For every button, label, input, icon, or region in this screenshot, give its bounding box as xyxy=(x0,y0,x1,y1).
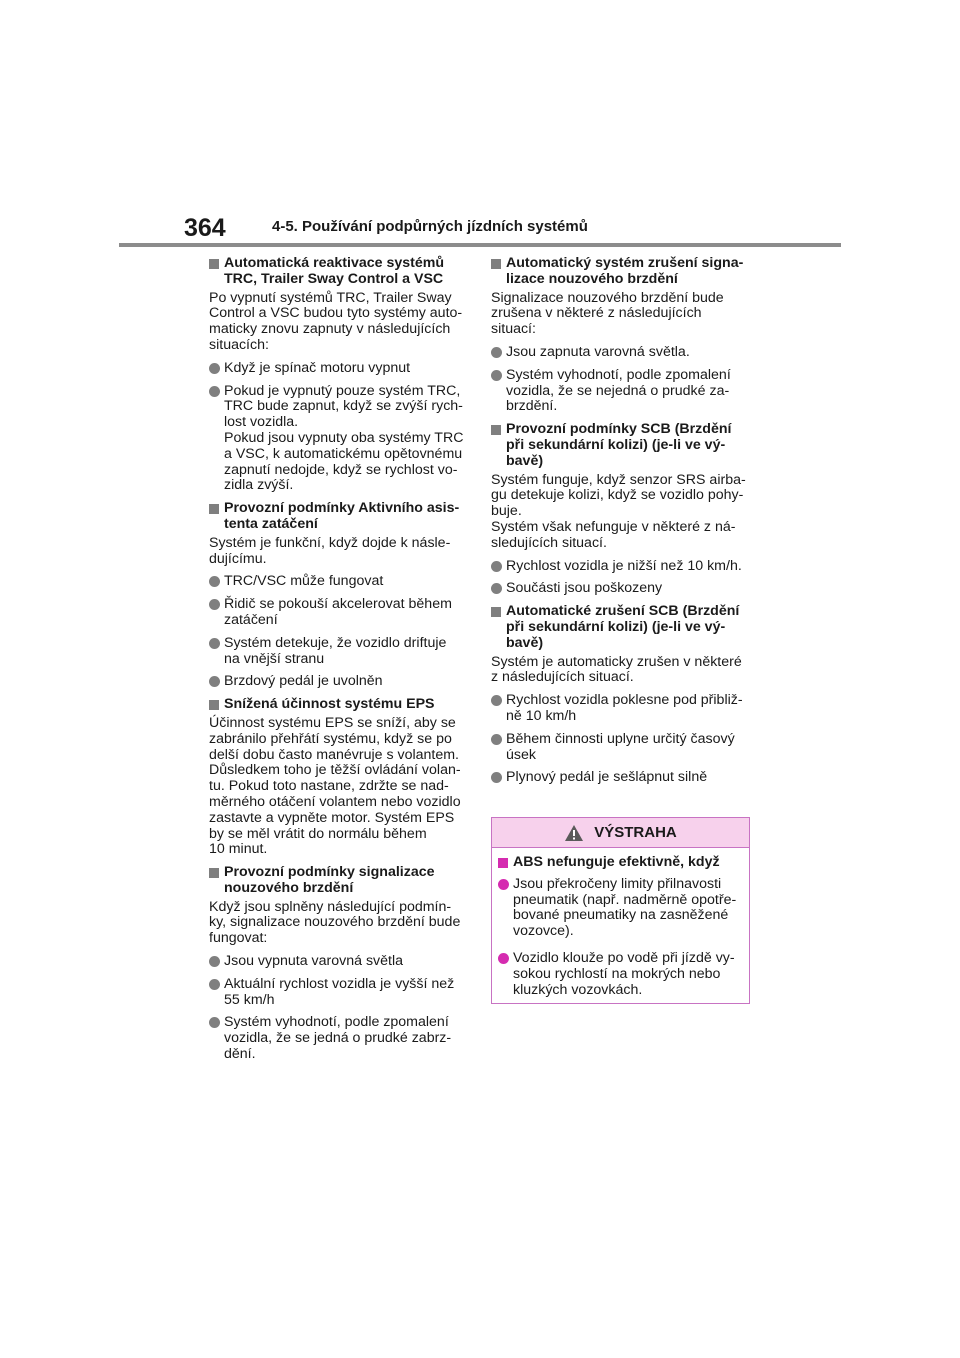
section-heading xyxy=(209,501,467,533)
text-line: Systém je funkční, když dojde k násle- xyxy=(209,534,451,551)
list-item xyxy=(209,977,467,1009)
square-bullet-icon xyxy=(491,259,501,269)
list-item-text xyxy=(513,877,743,940)
text-line: Automatické zrušení SCB (Brzdění xyxy=(506,603,740,620)
list-item-text xyxy=(224,674,467,690)
heading-text xyxy=(506,604,749,651)
text-line: Aktuální rychlost vozidla je vyšší než xyxy=(224,975,455,992)
text-line: by se měl vrátit do normálu během xyxy=(209,825,427,842)
round-bullet-icon xyxy=(491,561,502,572)
text-line: Řidič se pokouší akcelerovat během xyxy=(224,596,452,613)
right-column xyxy=(491,256,749,786)
header-rule xyxy=(119,243,841,247)
list-item xyxy=(498,951,743,998)
text-line: Důsledkem toho je těžší ovládání volan- xyxy=(209,762,461,779)
text-line: situacích: xyxy=(209,336,269,353)
list-item xyxy=(491,732,749,764)
text-line: Automatický systém zrušení signa- xyxy=(506,255,744,271)
text-line: Rychlost vozidla je nižší než 10 km/h. xyxy=(506,557,742,574)
text-line: z následujících situací. xyxy=(491,669,634,686)
page-number: 364 xyxy=(184,214,226,242)
list-item xyxy=(209,674,467,690)
text-line: zabránilo přehřátí systému, když se po xyxy=(209,730,452,747)
text-line: Signalizace nouzového brzdění bude xyxy=(491,289,724,306)
text-line: zatáčení xyxy=(224,611,278,628)
list-item-text xyxy=(506,581,749,597)
square-bullet-icon xyxy=(209,700,219,710)
round-bullet-icon xyxy=(491,734,502,745)
warning-body xyxy=(492,848,749,998)
square-bullet-icon xyxy=(498,858,508,868)
text-line: Systém detekuje, že vozidlo driftuje xyxy=(224,634,447,651)
text-line: brzdění. xyxy=(506,398,558,415)
round-bullet-icon xyxy=(209,638,220,649)
left-column xyxy=(209,256,467,1063)
text-line: dujícímu. xyxy=(209,550,267,567)
text-line: Během činnosti uplyne určitý časový xyxy=(506,730,735,747)
list-item-text xyxy=(224,384,467,495)
text-line: tenta zatáčení xyxy=(224,515,318,532)
text-line: při sekundární kolizi) (je-li ve vý- xyxy=(506,618,726,635)
section-heading xyxy=(209,865,467,897)
text-line: ABS nefunguje efektivně, když xyxy=(513,854,720,870)
round-bullet-icon xyxy=(209,386,220,397)
text-line: lost vozidla. xyxy=(224,414,299,431)
list-item xyxy=(491,559,749,575)
list-item xyxy=(498,877,743,940)
text-line: maticky znovu zapnuty v následujících xyxy=(209,321,451,338)
text-line: TRC bude zapnut, když se zvýší rych- xyxy=(224,398,463,415)
text-line: na vnější stranu xyxy=(224,650,325,667)
text-line: Pokud je vypnutý pouze systém TRC, xyxy=(224,382,461,399)
list-item xyxy=(209,597,467,629)
text-line: bované pneumatiky na zasněžené xyxy=(513,907,729,924)
text-line: Systém však nefunguje v některé z ná- xyxy=(491,518,736,535)
text-line: Snížená účinnost systému EPS xyxy=(224,696,435,713)
list-item-text xyxy=(513,951,743,998)
round-bullet-icon xyxy=(491,695,502,706)
paragraph-text xyxy=(209,291,467,354)
text-line: situací: xyxy=(491,321,536,338)
paragraph-text xyxy=(209,716,467,858)
square-bullet-icon xyxy=(209,868,219,878)
round-bullet-icon xyxy=(209,979,220,990)
list-item-text xyxy=(224,636,467,668)
paragraph-text xyxy=(491,655,749,687)
list-item-text xyxy=(506,559,749,575)
list-item xyxy=(209,636,467,668)
text-line: vozidla, že se jedná o prudké zabrz- xyxy=(224,1030,452,1047)
paragraph xyxy=(209,536,467,568)
paragraph xyxy=(209,900,467,947)
list-item xyxy=(491,770,749,786)
round-bullet-icon xyxy=(209,599,220,610)
paragraph xyxy=(209,716,467,858)
text-line: fungovat: xyxy=(209,930,268,947)
text-line: 10 minut. xyxy=(209,841,268,858)
heading-text xyxy=(506,422,749,469)
warning-header xyxy=(492,818,749,848)
text-line: Když jsou splněny následující podmín- xyxy=(209,898,452,915)
text-line: Systém funguje, když senzor SRS airba- xyxy=(491,471,746,488)
round-bullet-icon xyxy=(209,1017,220,1028)
text-line: Rychlost vozidla poklesne pod přibliž- xyxy=(506,692,743,709)
text-line: Control a VSC budou tyto systémy auto- xyxy=(209,305,463,322)
warning-title: VÝSTRAHA xyxy=(594,824,677,841)
text-line: gu detekuje kolizi, když se vozidlo pohy- xyxy=(491,487,744,504)
text-line: Provozní podmínky SCB (Brzdění xyxy=(506,421,732,438)
list-item-text xyxy=(224,597,467,629)
heading-text xyxy=(224,865,467,897)
text-line: Systém je automaticky zrušen v některé xyxy=(491,653,742,670)
round-bullet-icon xyxy=(498,879,509,890)
text-line: Vozidlo klouže po vodě při jízdě vy- xyxy=(513,949,735,966)
heading-text xyxy=(224,697,467,713)
list-item xyxy=(209,574,467,590)
text-line: vozidla, že se nejedná o prudké za- xyxy=(506,382,730,399)
text-line: zastavte a vypněte motor. Systém EPS xyxy=(209,809,455,826)
paragraph xyxy=(209,291,467,354)
text-line: Provozní podmínky Aktivního asis- xyxy=(224,500,460,517)
text-line: Automatická reaktivace systémů xyxy=(224,255,445,271)
paragraph-text xyxy=(491,473,749,552)
text-line: buje. xyxy=(491,503,522,520)
section-heading xyxy=(209,256,467,288)
square-bullet-icon xyxy=(209,504,219,514)
text-line: Když je spínač motoru vypnut xyxy=(224,359,411,376)
paragraph xyxy=(491,473,749,552)
text-line: kluzkých vozovkách. xyxy=(513,981,643,998)
text-line: Provozní podmínky signalizace xyxy=(224,864,435,881)
heading-text xyxy=(224,256,467,288)
section-heading xyxy=(209,697,467,713)
text-line: Systém vyhodnotí, podle zpomalení xyxy=(506,366,731,383)
square-bullet-icon xyxy=(209,259,219,269)
list-item-text xyxy=(224,574,467,590)
text-line: Součásti jsou poškozeny xyxy=(506,580,663,597)
heading-text xyxy=(224,501,467,533)
text-line: zrušena v některé z následujících xyxy=(491,305,702,322)
text-line: TRC/VSC může fungovat xyxy=(224,573,384,590)
list-item-text xyxy=(224,954,467,970)
text-line: zapnutí nedojde, když se rychlost vo- xyxy=(224,461,458,478)
list-item-text xyxy=(506,693,749,725)
text-line: nouzového brzdění xyxy=(224,879,354,896)
text-line: sokou rychlostí na mokrých nebo xyxy=(513,965,721,982)
list-item-text xyxy=(506,732,749,764)
heading-text xyxy=(513,855,743,871)
round-bullet-icon xyxy=(491,370,502,381)
paragraph xyxy=(491,291,749,338)
text-line: ky, signalizace nouzového brzdění bude xyxy=(209,914,461,931)
text-line: pneumatik (např. nadměrně opotře- xyxy=(513,891,737,908)
round-bullet-icon xyxy=(209,576,220,587)
list-item-text xyxy=(224,1015,467,1062)
round-bullet-icon xyxy=(491,347,502,358)
text-line: bavě) xyxy=(506,634,544,651)
list-item xyxy=(491,581,749,597)
list-item-text xyxy=(506,345,749,361)
paragraph-text xyxy=(209,900,467,947)
list-item xyxy=(491,345,749,361)
text-line: ně 10 km/h xyxy=(506,707,577,724)
text-line: při sekundární kolizi) (je-li ve vý- xyxy=(506,436,726,453)
list-item xyxy=(491,368,749,415)
list-item-text xyxy=(506,770,749,786)
text-line: úsek xyxy=(506,746,536,763)
round-bullet-icon xyxy=(209,363,220,374)
section-heading xyxy=(491,422,749,469)
round-bullet-icon xyxy=(491,583,502,594)
text-line: zidla zvýší. xyxy=(224,477,294,494)
text-line: Systém vyhodnotí, podle zpomalení xyxy=(224,1014,449,1031)
round-bullet-icon xyxy=(209,676,220,687)
section-heading xyxy=(491,256,749,288)
list-item-text xyxy=(506,368,749,415)
text-line: lizace nouzového brzdění xyxy=(506,270,678,287)
paragraph-text xyxy=(491,291,749,338)
list-item xyxy=(209,384,467,495)
round-bullet-icon xyxy=(498,953,509,964)
warning-triangle-icon xyxy=(564,824,584,842)
text-line: Jsou zapnuta varovná světla. xyxy=(506,343,690,360)
text-line: tu. Pokud toto nastane, zdržte se nad- xyxy=(209,778,449,795)
list-item xyxy=(209,1015,467,1062)
paragraph xyxy=(491,655,749,687)
list-item-text xyxy=(224,977,467,1009)
round-bullet-icon xyxy=(491,772,502,783)
text-line: delší dobu často manévruje s volantem. xyxy=(209,746,459,763)
paragraph-text xyxy=(209,536,467,568)
chapter-title: 4-5. Používání podpůrných jízdních systémů xyxy=(272,218,588,235)
section-heading xyxy=(498,855,743,871)
text-line: Po vypnutí systémů TRC, Trailer Sway xyxy=(209,289,452,306)
text-line: vozovce). xyxy=(513,923,574,940)
text-line: TRC, Trailer Sway Control a VSC xyxy=(224,270,444,287)
list-item xyxy=(491,693,749,725)
text-line: 55 km/h xyxy=(224,991,275,1008)
heading-text xyxy=(506,256,749,288)
text-line: Plynový pedál je sešlápnut silně xyxy=(506,769,708,786)
list-item xyxy=(209,954,467,970)
round-bullet-icon xyxy=(209,956,220,967)
text-line: sledujících situací. xyxy=(491,534,607,551)
text-line: Účinnost systému EPS se sníží, aby se xyxy=(209,714,456,731)
list-item-text xyxy=(224,361,467,377)
text-line: Brzdový pedál je uvolněn xyxy=(224,673,383,690)
text-line: bavě) xyxy=(506,452,544,469)
text-line: Jsou překročeny limity přilnavosti xyxy=(513,875,722,892)
text-line: měrného otáčení volantem nebo vozidlo xyxy=(209,793,461,810)
warning-box xyxy=(491,817,750,1004)
square-bullet-icon xyxy=(491,425,501,435)
list-item xyxy=(209,361,467,377)
text-line: Pokud jsou vypnuty oba systémy TRC xyxy=(224,429,464,446)
text-line: dění. xyxy=(224,1046,256,1063)
text-line: a VSC, k automatickému opětovnému xyxy=(224,445,463,462)
text-line: Jsou vypnuta varovná světla xyxy=(224,953,404,970)
section-heading xyxy=(491,604,749,651)
square-bullet-icon xyxy=(491,607,501,617)
